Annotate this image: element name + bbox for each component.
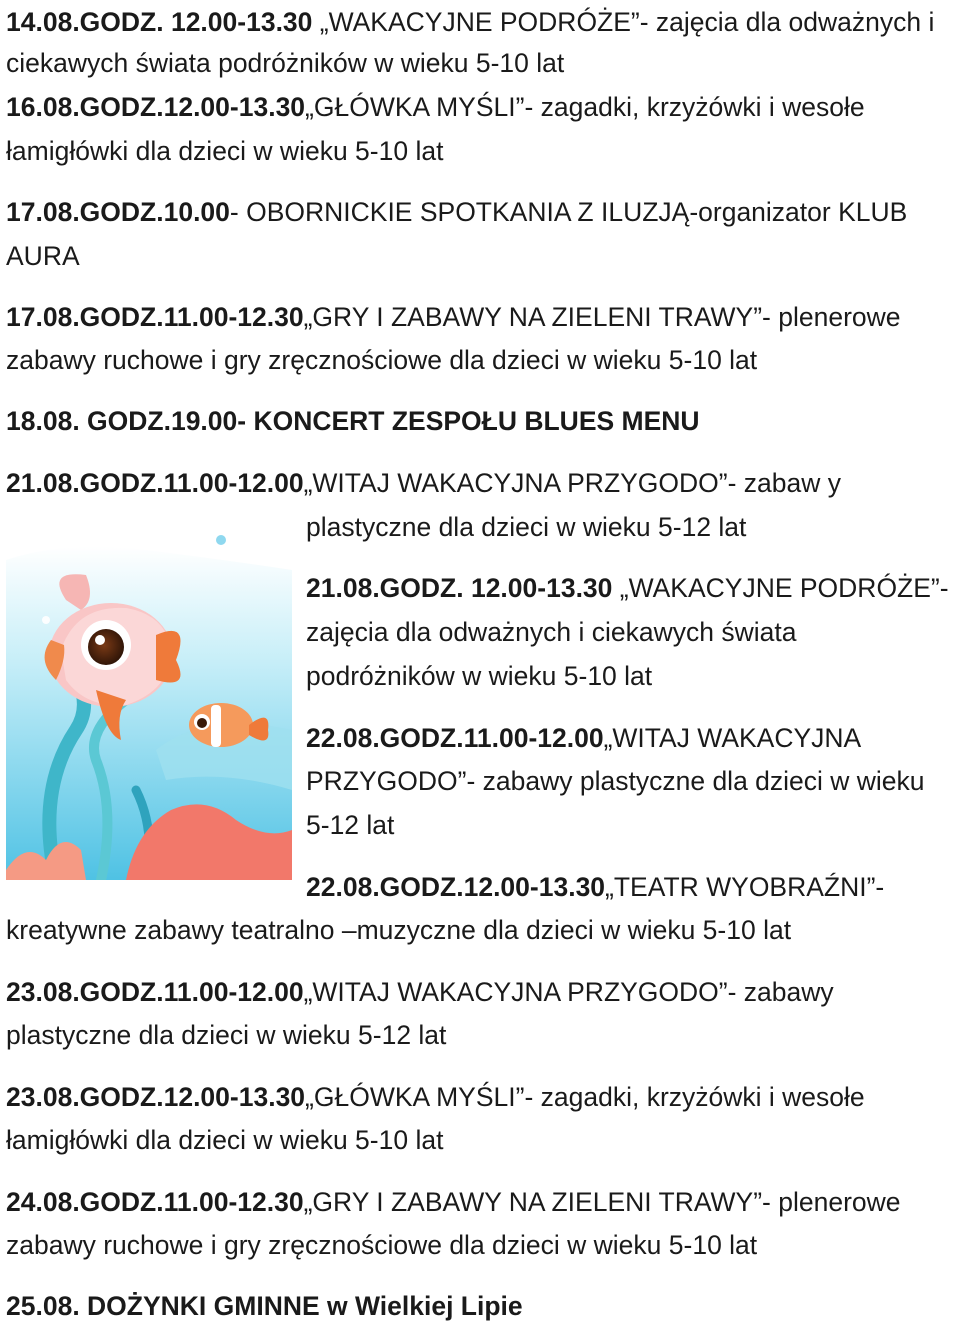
entry-21-08-a-line1: 21.08.GODZ.11.00-12.00„WITAJ WAKACYJNA PRZYGODO”- zabaw y	[6, 468, 842, 498]
entry-17-08-b-line1: 17.08.GODZ.11.00-12.30„GRY I ZABAWY NA ZIELENI TRAWY”- plenerowe	[6, 302, 901, 332]
entry-23-08-a-line1: 23.08.GODZ.11.00-12.00„WITAJ WAKACYJNA PRZYGODO”- zabawy	[6, 977, 834, 1007]
entry-18-08: 18.08. GODZ.19.00- KONCERT ZESPOŁU BLUES MENU	[6, 406, 700, 436]
entry-21-08-a-line2: plastyczne dla dzieci w wieku 5-12 lat	[306, 512, 747, 542]
entry-22-08-a-line3: 5-12 lat	[306, 810, 395, 840]
entry-23-08-b-line1: 23.08.GODZ.12.00-13.30„GŁÓWKA MYŚLI”- zagadki, krzyżówki i wesołe	[6, 1082, 865, 1112]
entry-21-08-b-line2: zajęcia dla odważnych i ciekawych świata	[306, 617, 797, 647]
entry-25-08: 25.08. DOŻYNKI GMINNE w Wielkiej Lipie	[6, 1291, 523, 1321]
entry-22-08-a-line1: 22.08.GODZ.11.00-12.00„WITAJ WAKACYJNA	[306, 723, 862, 753]
bubble	[42, 616, 50, 624]
clownfish-illustration	[6, 530, 292, 880]
entry-14-08-line1: 14.08.GODZ. 12.00-13.30 „WAKACYJNE PODRÓŻE”- zajęcia dla odważnych i	[6, 7, 935, 37]
entry-24-08-line1: 24.08.GODZ.11.00-12.30„GRY I ZABAWY NA ZIELENI TRAWY”- plenerowe	[6, 1187, 901, 1217]
entry-23-08-a-line2: plastyczne dla dzieci w wieku 5-12 lat	[6, 1020, 447, 1050]
entry-17-08-b-line2: zabawy ruchowe i gry zręcznościowe dla dzieci w wieku 5-10 lat	[6, 345, 758, 375]
entry-21-08-b-line1: 21.08.GODZ. 12.00-13.30 „WAKACYJNE PODRÓŻE”-	[306, 573, 949, 603]
entry-21-08-b-line3: podróżników w wieku 5-10 lat	[306, 661, 653, 691]
entry-17-08-a-line2: AURA	[6, 241, 80, 271]
entry-17-08-a-line1: 17.08.GODZ.10.00- OBORNICKIE SPOTKANIA Z ILUZJĄ-organizator KLUB	[6, 197, 908, 227]
entry-22-08-b-line1: 22.08.GODZ.12.00-13.30„TEATR WYOBRAŹNI”-	[306, 872, 885, 902]
entry-14-08-line2: ciekawych świata podróżników w wieku 5-10 lat	[6, 48, 565, 78]
entry-24-08-line2: zabawy ruchowe i gry zręcznościowe dla dzieci w wieku 5-10 lat	[6, 1230, 758, 1260]
entry-23-08-b-line2: łamigłówki dla dzieci w wieku 5-10 lat	[6, 1125, 444, 1155]
bubble	[216, 535, 226, 545]
entry-16-08-line2: łamigłówki dla dzieci w wieku 5-10 lat	[6, 136, 444, 166]
clownfish-underwater-illustration	[6, 530, 292, 880]
entry-22-08-a-line2: PRZYGODO”- zabawy plastyczne dla dzieci w wieku	[306, 766, 925, 796]
entry-16-08-line1: 16.08.GODZ.12.00-13.30„GŁÓWKA MYŚLI”- zagadki, krzyżówki i wesołe	[6, 92, 865, 122]
entry-22-08-b-line2: kreatywne zabawy teatralno –muzyczne dla dzieci w wieku 5-10 lat	[6, 915, 792, 945]
